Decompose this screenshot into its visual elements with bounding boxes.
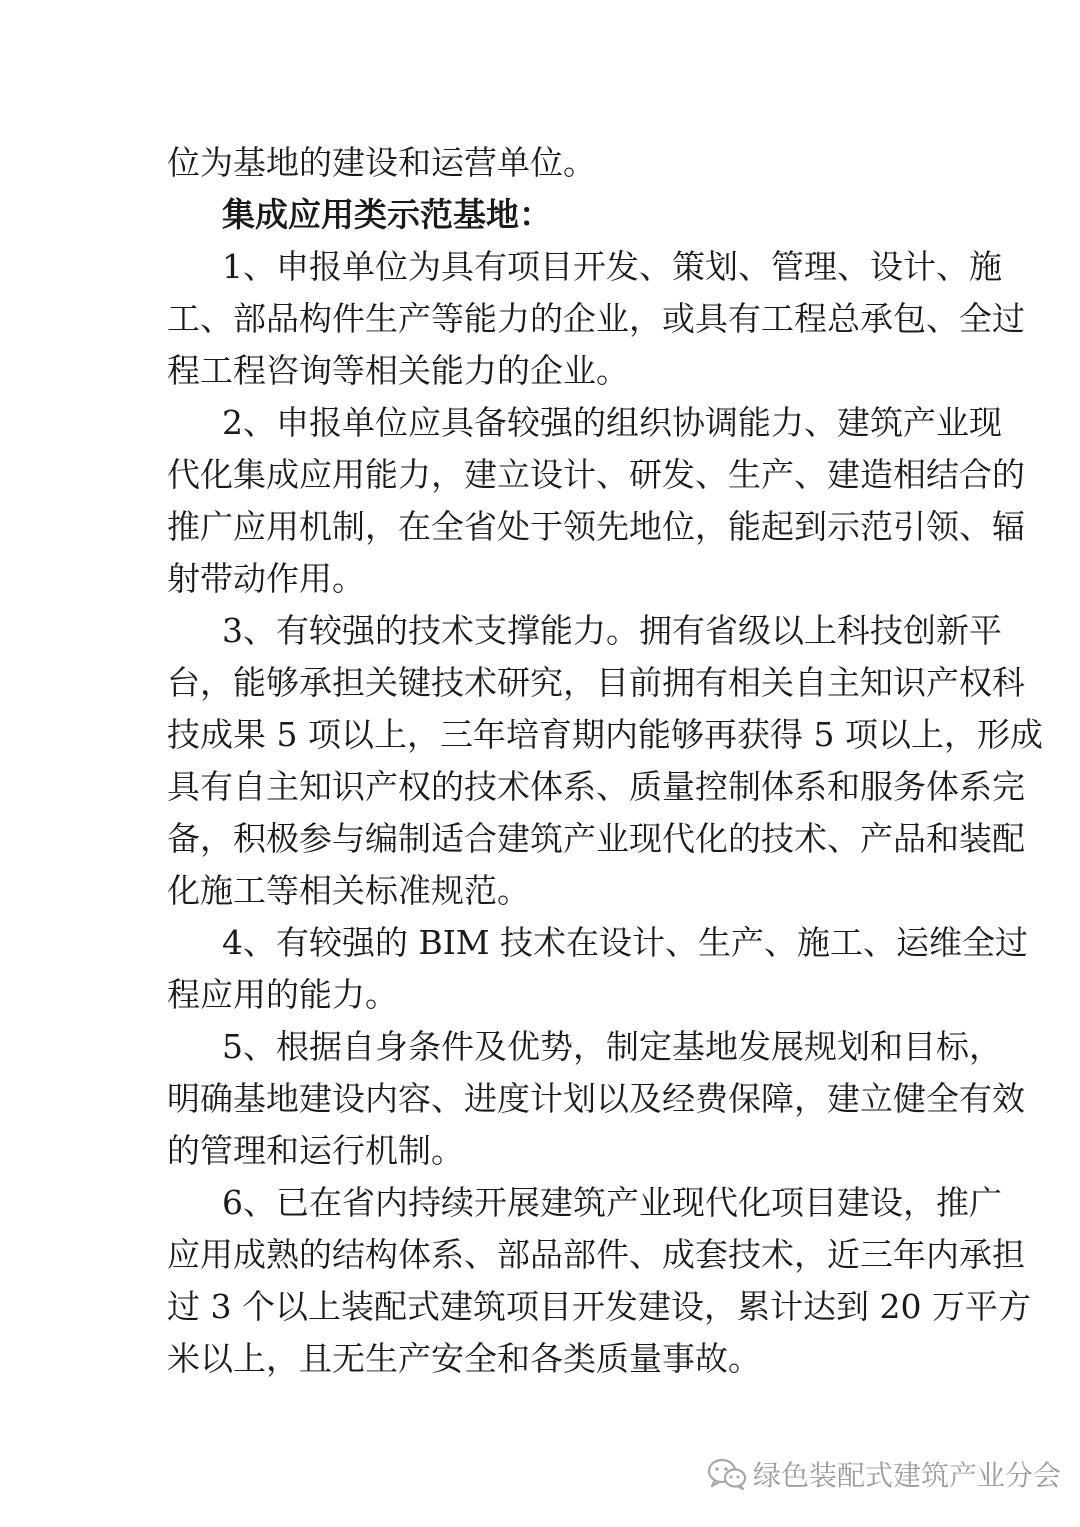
paragraph-line: 米以上，且无生产安全和各类质量事故。 bbox=[167, 1339, 761, 1378]
paragraph-line: 明确基地建设内容、进度计划以及经费保障，建立健全有效 bbox=[167, 1079, 1025, 1118]
paragraph-line: 3、有较强的技术支撑能力。拥有省级以上科技创新平 bbox=[222, 611, 1002, 650]
paragraph-line: 工、部品构件生产等能力的企业，或具有工程总承包、全过 bbox=[167, 299, 1025, 338]
paragraph-line: 程工程咨询等相关能力的企业。 bbox=[167, 351, 629, 390]
paragraph-line: 1、申报单位为具有项目开发、策划、管理、设计、施 bbox=[222, 247, 1002, 286]
watermark-text: 绿色装配式建筑产业分会 bbox=[753, 1459, 1062, 1492]
paragraph-line: 代化集成应用能力，建立设计、研发、生产、建造相结合的 bbox=[167, 455, 1025, 494]
paragraph-line: 技成果 5 项以上，三年培育期内能够再获得 5 项以上，形成 bbox=[167, 715, 1043, 754]
paragraph-line: 推广应用机制，在全省处于领先地位，能起到示范引领、辐 bbox=[167, 507, 1025, 546]
paragraph-line: 4、有较强的 BIM 技术在设计、生产、施工、运维全过 bbox=[222, 923, 1029, 962]
paragraph-line: 化施工等相关标准规范。 bbox=[167, 871, 530, 910]
paragraph-line: 过 3 个以上装配式建筑项目开发建设，累计达到 20 万平方 bbox=[167, 1287, 1031, 1326]
paragraph-line: 具有自主知识产权的技术体系、质量控制体系和服务体系完 bbox=[167, 767, 1025, 806]
paragraph-line: 台，能够承担关键技术研究，目前拥有相关自主知识产权科 bbox=[167, 663, 1025, 702]
paragraph-line: 位为基地的建设和运营单位。 bbox=[167, 143, 596, 182]
paragraph-line: 程应用的能力。 bbox=[167, 975, 398, 1014]
wechat-icon bbox=[707, 1457, 747, 1491]
paragraph-line: 2、申报单位应具备较强的组织协调能力、建筑产业现 bbox=[222, 403, 1002, 442]
paragraph-line: 6、已在省内持续开展建筑产业现代化项目建设，推广 bbox=[222, 1183, 1002, 1222]
paragraph-line: 备，积极参与编制适合建筑产业现代化的技术、产品和装配 bbox=[167, 819, 1025, 858]
wechat-watermark bbox=[707, 1454, 1061, 1494]
section-heading: 集成应用类示范基地： bbox=[222, 195, 552, 234]
paragraph-line: 的管理和运行机制。 bbox=[167, 1131, 464, 1170]
paragraph-line: 射带动作用。 bbox=[167, 559, 365, 598]
paragraph-line: 应用成熟的结构体系、部品部件、成套技术，近三年内承担 bbox=[167, 1235, 1025, 1274]
paragraph-line: 5、根据自身条件及优势，制定基地发展规划和目标， bbox=[222, 1027, 1002, 1066]
